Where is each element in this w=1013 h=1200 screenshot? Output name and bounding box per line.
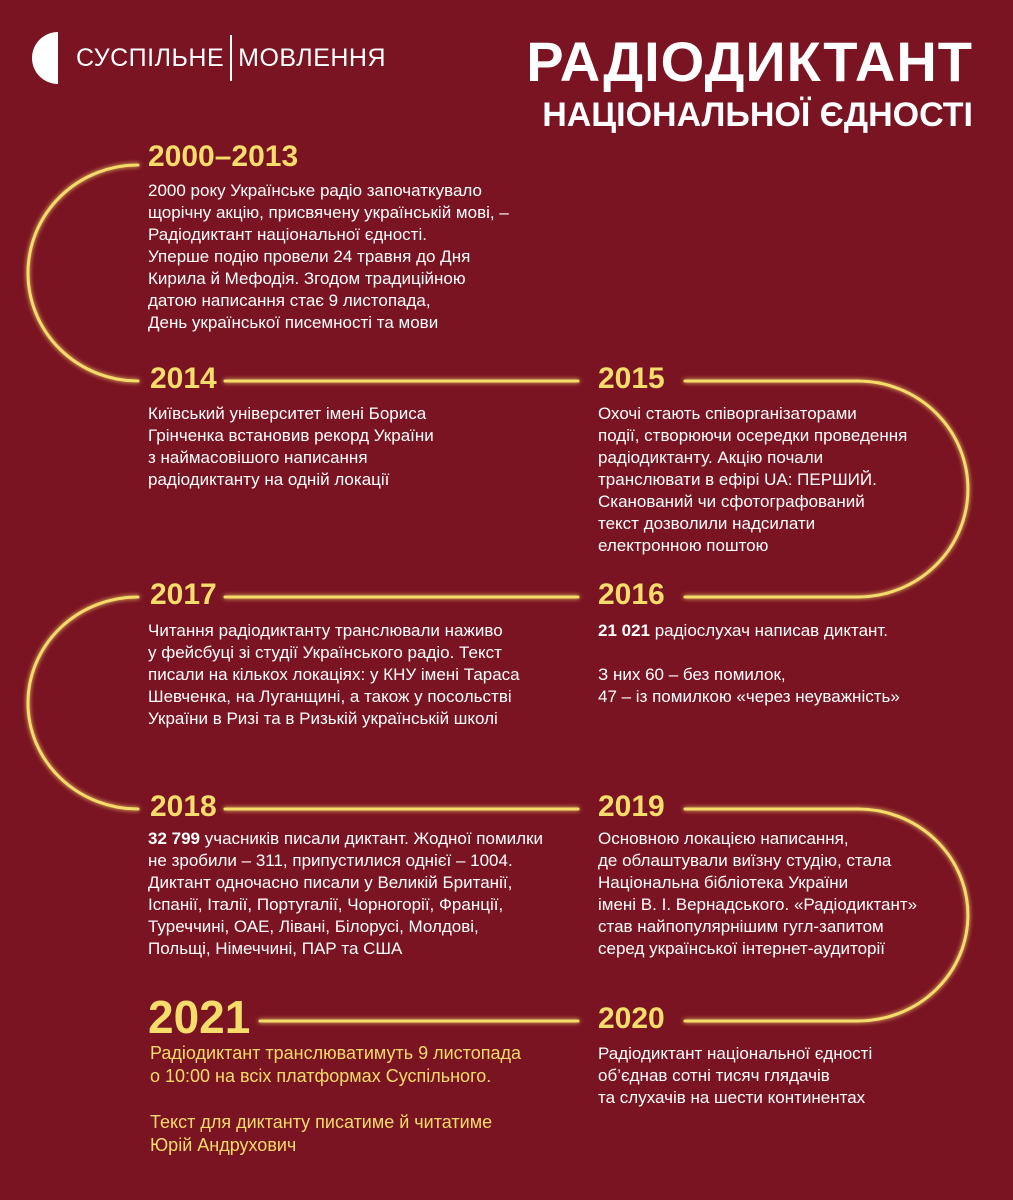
- logo-half-circle-icon: [32, 32, 62, 84]
- text-2019: Основною локацією написання, де облаштували виїзну студію, стала Національна бібліотека України імені В. І. Вернадського. «Радіодиктант» став найпопулярнішим гугл-запитом серед української інтернет-аудиторії: [598, 829, 918, 958]
- year-2014: 2014: [150, 362, 217, 395]
- page-subtitle: НАЦІОНАЛЬНОЇ ЄДНОСТІ: [542, 96, 973, 134]
- brand-separator: [230, 35, 232, 81]
- text-2017: Читання радіодиктанту транслювали наживо у фейсбуці зі студії Українського радіо. Текст писали на кількох локаціях: у КНУ імені Тараса Шевченка, на Луганщині, а також у посольстві України в Ризі та в Ризькій українській школі: [148, 621, 520, 728]
- brand-name-left: СУСПІЛЬНЕ: [76, 43, 225, 72]
- text-2015: Охочі стають співорганізаторами події, створюючи осередки проведення радіодиктанту. Акцію почали транслювати в ефірі UA: ПЕРШИЙ. Сканований чи сфотографований текст дозволили надсилати електронною поштою: [598, 404, 908, 555]
- year-2019: 2019: [598, 790, 665, 823]
- text-2018-body: учасників писали диктант. Жодної помилки не зробили – 311, припустилися однієї – 1004. Диктант одночасно писали у Великій Британії, Іспанії, Італії, Португалії, Чорногорії, Франції, Туреччині, ОАЕ, Лівані, Білорусі, Молдові, Польщі, Німеччині, ПАР та США: [148, 829, 544, 958]
- year-2020: 2020: [598, 1002, 665, 1035]
- year-2021: 2021: [148, 991, 251, 1043]
- year-2017: 2017: [150, 578, 217, 611]
- year-2018: 2018: [150, 790, 217, 823]
- text-2018-count: 32 799: [148, 829, 200, 848]
- text-2020: Радіодиктант національної єдності об’єднав сотні тисяч глядачів та слухачів на шести континентах: [598, 1044, 873, 1107]
- brand-logo: [32, 30, 386, 86]
- year-2016: 2016: [598, 578, 665, 611]
- text-2000-2013: 2000 року Українське радіо започаткувало щорічну акцію, присвячену українській мові, – Радіодиктант національної єдності. Уперше подію провели 24 травня до Дня Кирила й Мефодія. Згодом традиційною датою написання стає 9 листопада, День української писемності та мови: [148, 181, 509, 332]
- page-title: РАДІОДИКТАНТ: [526, 30, 973, 93]
- brand-name-right: МОВЛЕННЯ: [238, 43, 387, 72]
- text-2018: [148, 828, 543, 960]
- text-2016-count: 21 021: [598, 621, 650, 640]
- text-2014: Київський університет імені Бориса Грінченка встановив рекорд України з наймасовішого написання радіодиктанту на одній локації: [148, 404, 434, 489]
- text-2021: Радіодиктант транслюватимуть 9 листопада о 10:00 на всіх платформах Суспільного. Текст для диктанту писатиме й читатиме Юрій Андрухович: [150, 1043, 521, 1155]
- year-2000-2013: 2000–2013: [148, 140, 299, 173]
- text-2016-body: радіослухач написав диктант. З них 60 – без помилок, 47 – із помилкою «через неуважність»: [598, 621, 900, 706]
- text-2016: [598, 620, 900, 708]
- year-2015: 2015: [598, 362, 665, 395]
